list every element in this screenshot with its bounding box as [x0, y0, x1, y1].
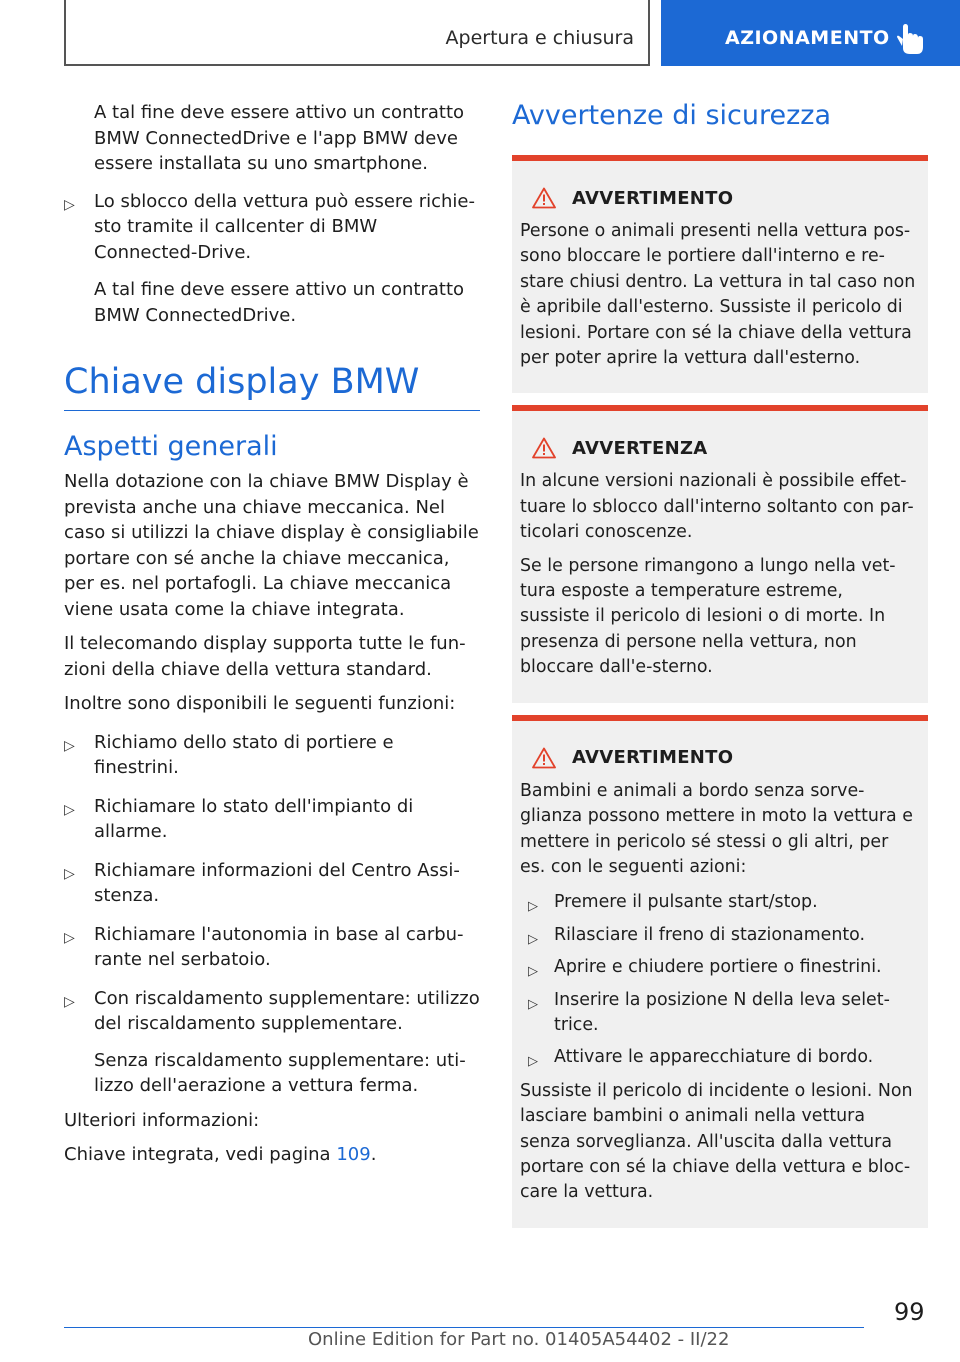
warning-text: In alcune versioni nazionali è possibile effet-tuare lo sblocco dall'interno soltanto con par-ticolari conoscenze. — [520, 471, 914, 543]
warning-box — [512, 715, 928, 1228]
list-item: ▷ Premere il pulsante start/stop. — [520, 890, 918, 915]
triangle-bullet-icon: ▷ — [528, 899, 538, 915]
warning-box — [512, 405, 928, 702]
triangle-bullet-icon: ▷ — [64, 865, 75, 882]
triangle-bullet-icon: ▷ — [528, 964, 538, 980]
list-item: ▷ Inserire la posizione N della leva selet-trice. — [528, 989, 890, 1035]
header-chapter-tab — [661, 0, 960, 66]
page-reference-link[interactable]: 109 — [336, 1144, 371, 1165]
footer-edition: Online Edition for Part no. 01405A54402 - II/22 — [308, 1329, 730, 1350]
chapter-title: AZIONAMENTO — [725, 27, 890, 49]
pointing-hand-icon — [897, 22, 925, 56]
list-item: ▷ Richiamare lo stato dell'impianto di allarme. — [64, 795, 414, 842]
intro-paragraph: A tal fine deve essere attivo un contratto BMW ConnectedDrive e l'app BMW deve essere installata su uno smartphone. — [94, 102, 465, 174]
warning-title: AVVERTIMENTO — [520, 743, 918, 773]
list-item: ▷ Con riscaldamento supplementare: utilizzo del riscaldamento supplementare. — [64, 987, 480, 1034]
section-title: Apertura e chiusura — [445, 27, 634, 49]
warning-text: Sussiste il pericolo di incidente o lesioni. Non lasciare bambini o animali nella vettura senza sorveglianza. All'uscita dalla vettura portare con sé la chiave della vettura e bloc-care la vettura. — [520, 1080, 913, 1203]
chapter-heading: Chiave display BMW — [64, 362, 420, 402]
footer-divider — [64, 1327, 864, 1328]
triangle-bullet-icon: ▷ — [528, 1054, 538, 1070]
section-heading: Avvertenze di sicurezza — [512, 100, 831, 131]
list-item: ▷ Rilasciare il freno di stazionamento. — [520, 923, 918, 948]
list-item: ▷ Lo sblocco della vettura può essere richie-sto tramite il callcenter di BMW Connected-Drive. — [64, 190, 475, 263]
intro-paragraph-2: A tal fine deve essere attivo un contratto BMW ConnectedDrive. — [94, 279, 465, 326]
warning-triangle-icon — [532, 187, 556, 209]
list-item-note: Senza riscaldamento supplementare: uti-lizzo dell'aerazione a vettura ferma. — [94, 1049, 466, 1096]
body-paragraph: Il telecomando display supporta tutte le fun-zioni della chiave della vettura standard. — [64, 633, 466, 680]
body-paragraph: Inoltre sono disponibili le seguenti funzioni: — [64, 693, 456, 714]
list-item: ▷ Richiamare informazioni del Centro Assi-stenza. — [64, 859, 460, 906]
header-section-box — [64, 0, 650, 66]
warning-text: Persone o animali presenti nella vettura pos-sono bloccare le portiere dall'interno e re-stare chiusi dentro. La vettura in tal caso non è apribile dall'esterno. Sussiste il pericolo di lesioni. Portare con sé la chiave della vettura per poter aprire la vettura dall'esterno. — [520, 221, 916, 369]
body-paragraph: Nella dotazione con la chiave BMW Display è prevista anche una chiave meccanica. Nel caso si utilizzi la chiave display è consigliabile portare con sé anche la chiave meccanica, per es. nel portafogli. La chiave meccanica viene usata come la chiave integrata. — [64, 471, 479, 620]
triangle-bullet-icon: ▷ — [64, 929, 75, 946]
triangle-bullet-icon: ▷ — [528, 996, 538, 1012]
warning-text: Se le persone rimangono a lungo nella vet-tura esposte a temperature estreme, sussiste il pericolo di lesioni o di morte. In presenza di persone nella vettura, non bloccare dall'e-sterno. — [520, 555, 896, 678]
heading-divider — [64, 410, 480, 411]
triangle-bullet-icon: ▷ — [64, 196, 75, 213]
warning-triangle-icon — [532, 437, 556, 459]
right-column — [512, 100, 928, 1228]
left-column — [64, 100, 484, 1168]
warning-title: AVVERTENZA — [520, 433, 918, 463]
cross-reference: Chiave integrata, vedi pagina 109. — [64, 1144, 377, 1165]
more-info-label: Ulteriori informazioni: — [64, 1109, 260, 1131]
triangle-bullet-icon: ▷ — [64, 737, 75, 754]
triangle-bullet-icon: ▷ — [528, 931, 538, 947]
page-number: 99 — [894, 1298, 925, 1326]
triangle-bullet-icon: ▷ — [64, 993, 75, 1010]
list-item: ▷ Richiamare l'autonomia in base al carbu-rante nel serbatoio. — [64, 923, 464, 970]
list-item: ▷ Aprire e chiudere portiere o finestrini. — [520, 955, 918, 980]
list-item: ▷ Richiamo dello stato di portiere e finestrini. — [64, 731, 394, 778]
list-item: ▷ Attivare le apparecchiature di bordo. — [520, 1045, 918, 1070]
triangle-bullet-icon: ▷ — [64, 801, 75, 818]
warning-title: AVVERTIMENTO — [520, 183, 918, 213]
warning-triangle-icon — [532, 747, 556, 769]
section-heading: Aspetti generali — [64, 431, 278, 462]
warning-box — [512, 155, 928, 393]
warning-text: Bambini e animali a bordo senza sorve-glianza possono mettere in moto la vettura e mettere in pericolo sé stessi o gli altri, per es. con le seguenti azioni: — [520, 780, 913, 877]
